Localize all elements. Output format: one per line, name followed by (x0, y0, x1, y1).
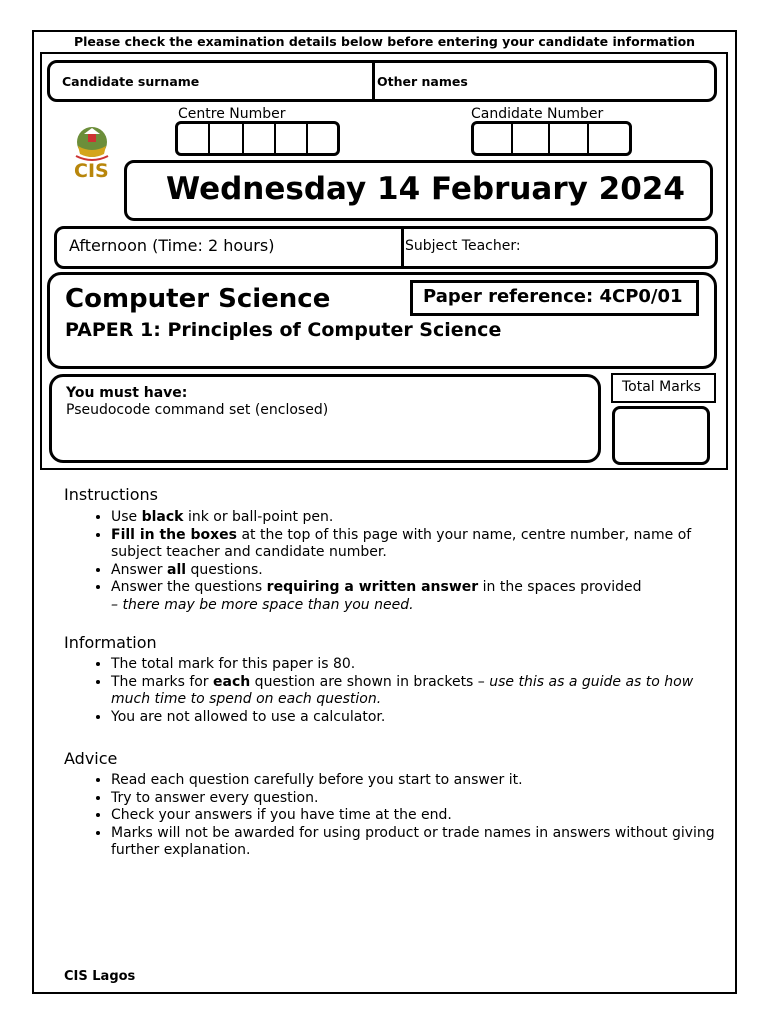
list-item: • Read each question carefully before you start to answer it. (111, 772, 724, 790)
centre-digit-box[interactable] (178, 124, 210, 153)
information-heading: Information (64, 633, 157, 652)
candidate-number-label: Candidate Number (471, 106, 604, 122)
logo-text: CIS (74, 160, 109, 182)
list-item: • Answer the questions requiring a written answer in the spaces provided – there may be more space than you need. (111, 579, 724, 614)
centre-number-label: Centre Number (178, 106, 286, 122)
you-must-have-item: Pseudocode command set (enclosed) (66, 402, 329, 418)
name-divider (372, 62, 375, 100)
information-section (64, 633, 724, 726)
instructions-section (64, 485, 724, 615)
list-item: • Marks will not be awarded for using product or trade names in answers without giving further explanation. (111, 825, 724, 860)
candidate-digit-box[interactable] (550, 124, 589, 153)
list-item: • Use black ink or ball-point pen. (111, 509, 724, 527)
list-item: • Check your answers if you have time at the end. (111, 807, 724, 825)
advice-list (64, 772, 724, 860)
list-item: • The marks for each question are shown in brackets – use this as a guide as to how much time to spend on each question. (111, 674, 724, 709)
centre-digit-box[interactable] (244, 124, 276, 153)
information-list (64, 656, 724, 726)
centre-number-boxes[interactable] (175, 121, 340, 156)
candidate-number-boxes[interactable] (471, 121, 632, 156)
instructions-heading: Instructions (64, 485, 158, 504)
centre-digit-box[interactable] (276, 124, 308, 153)
advice-heading: Advice (64, 749, 118, 768)
list-item: • The total mark for this paper is 80. (111, 656, 724, 674)
centre-digit-box[interactable] (308, 124, 337, 153)
list-item: • Try to answer every question. (111, 790, 724, 808)
candidate-digit-box[interactable] (589, 124, 629, 153)
subject-title: Computer Science (65, 284, 331, 314)
total-marks-field[interactable] (612, 406, 710, 465)
cis-logo (68, 124, 118, 184)
candidate-digit-box[interactable] (513, 124, 550, 153)
centre-digit-box[interactable] (210, 124, 244, 153)
subject-teacher-field[interactable] (406, 228, 711, 266)
candidate-digit-box[interactable] (474, 124, 513, 153)
list-item: • Fill in the boxes at the top of this page with your name, centre number, name of subject teacher and candidate number. (111, 527, 724, 562)
list-item: • Answer all questions. (111, 562, 724, 580)
subject-teacher-label: Subject Teacher: (405, 238, 521, 254)
footer-text: CIS Lagos (64, 969, 136, 984)
candidate-surname-field[interactable] (60, 62, 370, 100)
session-divider (401, 228, 404, 266)
cis-crest-icon (68, 124, 118, 164)
candidate-surname-label: Candidate surname (62, 74, 200, 89)
paper-title: PAPER 1: Principles of Computer Science (65, 319, 502, 341)
list-item: • You are not allowed to use a calculator. (111, 709, 724, 727)
total-marks-label: Total Marks (622, 379, 701, 395)
advice-section (64, 749, 724, 860)
instructions-list (64, 509, 724, 615)
check-notice: Please check the examination details below before entering your candidate information (73, 34, 696, 49)
paper-reference: Paper reference: 4CP0/01 (423, 286, 683, 307)
other-names-label: Other names (377, 74, 468, 89)
exam-date: Wednesday 14 February 2024 (166, 171, 685, 207)
you-must-have-label: You must have: (66, 385, 188, 401)
session-time: Afternoon (Time: 2 hours) (69, 236, 275, 255)
